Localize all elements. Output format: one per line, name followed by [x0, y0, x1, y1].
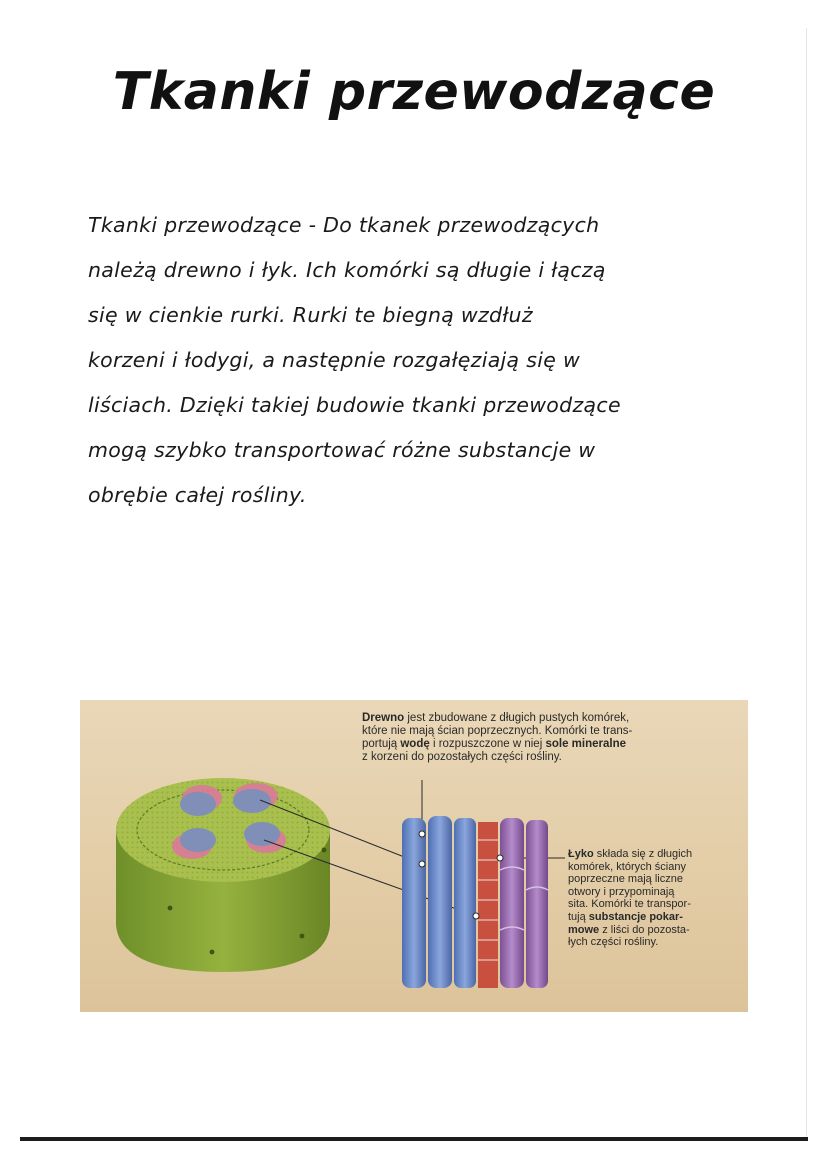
caption-keyword: sole mineralne: [545, 738, 626, 750]
caption-text: komórek, których ściany: [568, 860, 686, 873]
xylem-phloem-tubes: [402, 816, 548, 988]
caption-text: z korzeni do pozostałych części rośliny.: [362, 751, 562, 763]
caption-text: składa się z długich: [593, 848, 693, 860]
body-paragraph: [88, 203, 748, 518]
caption-keyword: substancje pokar-: [588, 910, 683, 923]
xylem-caption: [362, 712, 742, 764]
page-title: Tkanki przewodzące: [112, 62, 716, 122]
body-line: należą drewno i łyk. Ich komórki są długie i łączą: [88, 258, 606, 282]
caption-text: i rozpuszczone w niej: [429, 738, 546, 750]
bottom-divider: [20, 1137, 808, 1141]
body-line: obrębie całej rośliny.: [88, 483, 307, 507]
body-line: mogą szybko transportować różne substancje w: [88, 438, 596, 462]
caption-keyword: wodę: [400, 738, 430, 750]
body-line: Tkanki przewodzące - Do tkanek przewodzących: [88, 213, 600, 237]
stem-cylinder: [116, 778, 330, 972]
caption-text: które nie mają ścian poprzecznych. Komórki te trans-: [362, 725, 633, 737]
plant-tissue-figure: [80, 700, 748, 1012]
caption-text: tują: [568, 910, 589, 923]
caption-keyword: mowe: [568, 923, 600, 936]
caption-text: poprzeczne mają liczne: [568, 873, 683, 886]
body-line: się w cienkie rurki. Rurki te biegną wzdłuż: [88, 303, 533, 327]
body-line: liściach. Dzięki takiej budowie tkanki przewodzące: [88, 393, 621, 417]
caption-text: sita. Komórki te transpor-: [568, 898, 691, 911]
body-line: korzeni i łodygi, a następnie rozgałęziają się w: [88, 348, 581, 372]
caption-text: otwory i przypominają: [568, 885, 675, 898]
caption-text: portują: [362, 738, 401, 750]
phloem-caption: [568, 848, 738, 949]
caption-text: jest zbudowane z długich pustych komórek,: [404, 712, 630, 724]
caption-text: z liści do pozosta-: [599, 923, 690, 936]
caption-text: łych części rośliny.: [568, 936, 659, 949]
caption-term: Łyko: [568, 848, 594, 860]
caption-term: Drewno: [362, 712, 405, 724]
